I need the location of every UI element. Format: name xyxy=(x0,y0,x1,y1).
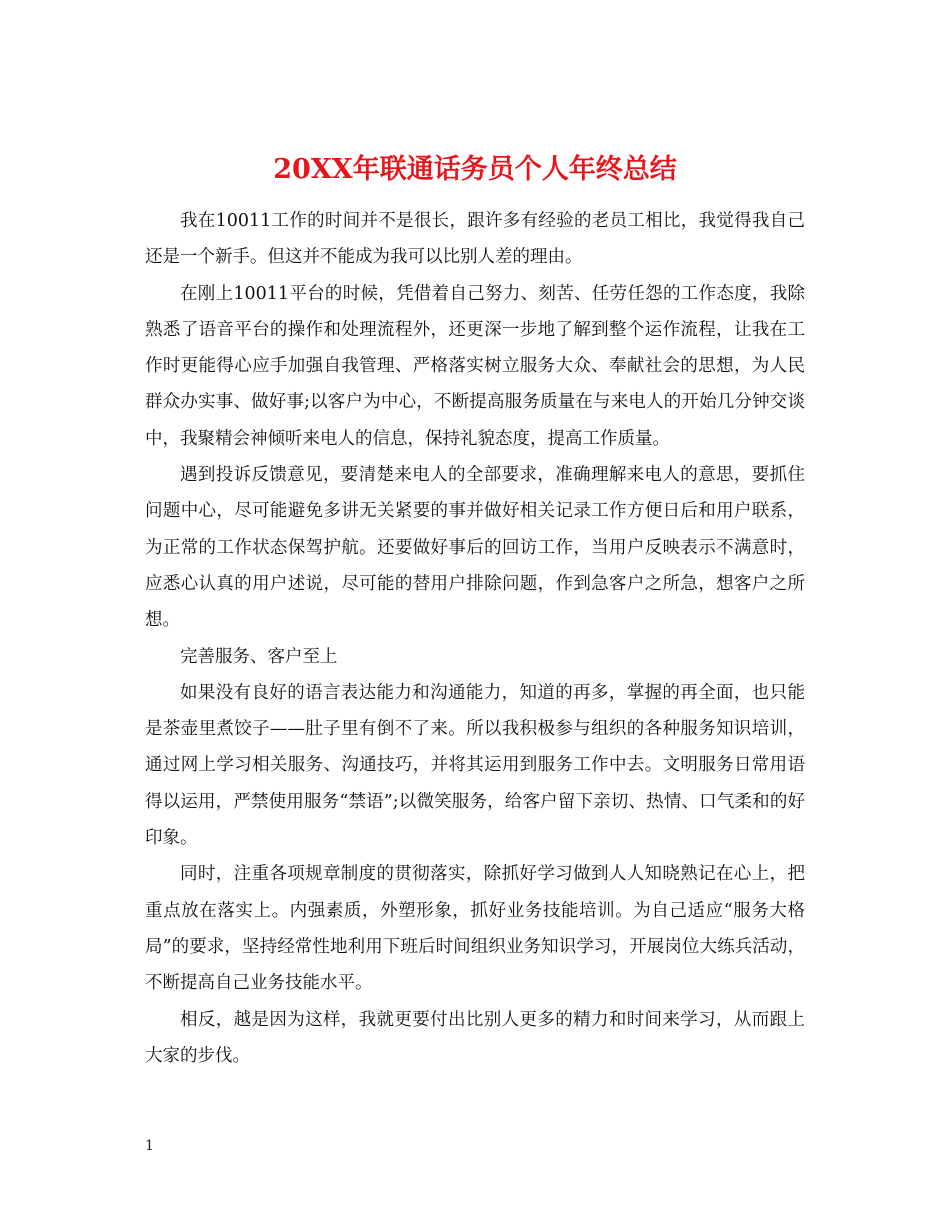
paragraph-3: 遇到投诉反馈意见，要清楚来电人的全部要求，准确理解来电人的意思，要抓住问题中心，尽可能避免多讲无关紧要的事并做好相关记录工作方便日后和用户联系，为正常的工作状态保驾护航。还要做好事后的回访工作，当用户反映表示不满意时，应悉心认真的用户述说，尽可能的替用户排除问题，作到急客户之所急，想客户之所想。 xyxy=(145,465,805,631)
paragraph-5: 同时，注重各项规章制度的贯彻落实，除抓好学习做到人人知晓熟记在心上，把重点放在落实上。内强素质，外塑形象，抓好业务技能培训。为自己适应“服务大格局”的要求，坚持经常性地利用下班后时间组织业务知识学习，开展岗位大练兵活动，不断提高自己业务技能水平。 xyxy=(145,864,805,994)
section-heading: 完善服务、客户至上 xyxy=(180,646,338,667)
document-body xyxy=(145,203,805,1074)
paragraph-2: 在刚上10011平台的时候，凭借着自己努力、刻苦、任劳任怨的工作态度，我除熟悉了语音平台的操作和处理流程外，还更深一步地了解到整个运作流程，让我在工作时更能得心应手加强自我管理、严格落实树立服务大众、奉献社会的思想，为人民群众办实事、做好事;以客户为中心，不断提高服务质量在与来电人的开始几分钟交谈中，我聚精会神倾听来电人的信息，保持礼貌态度，提高工作质量。 xyxy=(145,283,805,449)
paragraph-4: 如果没有良好的语言表达能力和沟通能力，知道的再多，掌握的再全面，也只能是茶壶里煮饺子——肚子里有倒不了来。所以我积极参与组织的各种服务知识培训，通过网上学习相关服务、沟通技巧，并将其运用到服务工作中去。文明服务日常用语得以运用，严禁使用服务“禁语”;以微笑服务，给客户留下亲切、热情、口气柔和的好印象。 xyxy=(145,682,805,849)
paragraph-1: 我在10011工作的时间并不是很长，跟许多有经验的老员工相比，我觉得我自己还是一个新手。但这并不能成为我可以比别人差的理由。 xyxy=(145,211,805,268)
paragraph-6: 相反，越是因为这样，我就更要付出比别人更多的精力和时间来学习，从而跟上大家的步伐。 xyxy=(145,1009,805,1066)
document-title: 20XX年联通话务员个人年终总结 xyxy=(273,154,677,186)
page-number: 1 xyxy=(145,1138,154,1154)
